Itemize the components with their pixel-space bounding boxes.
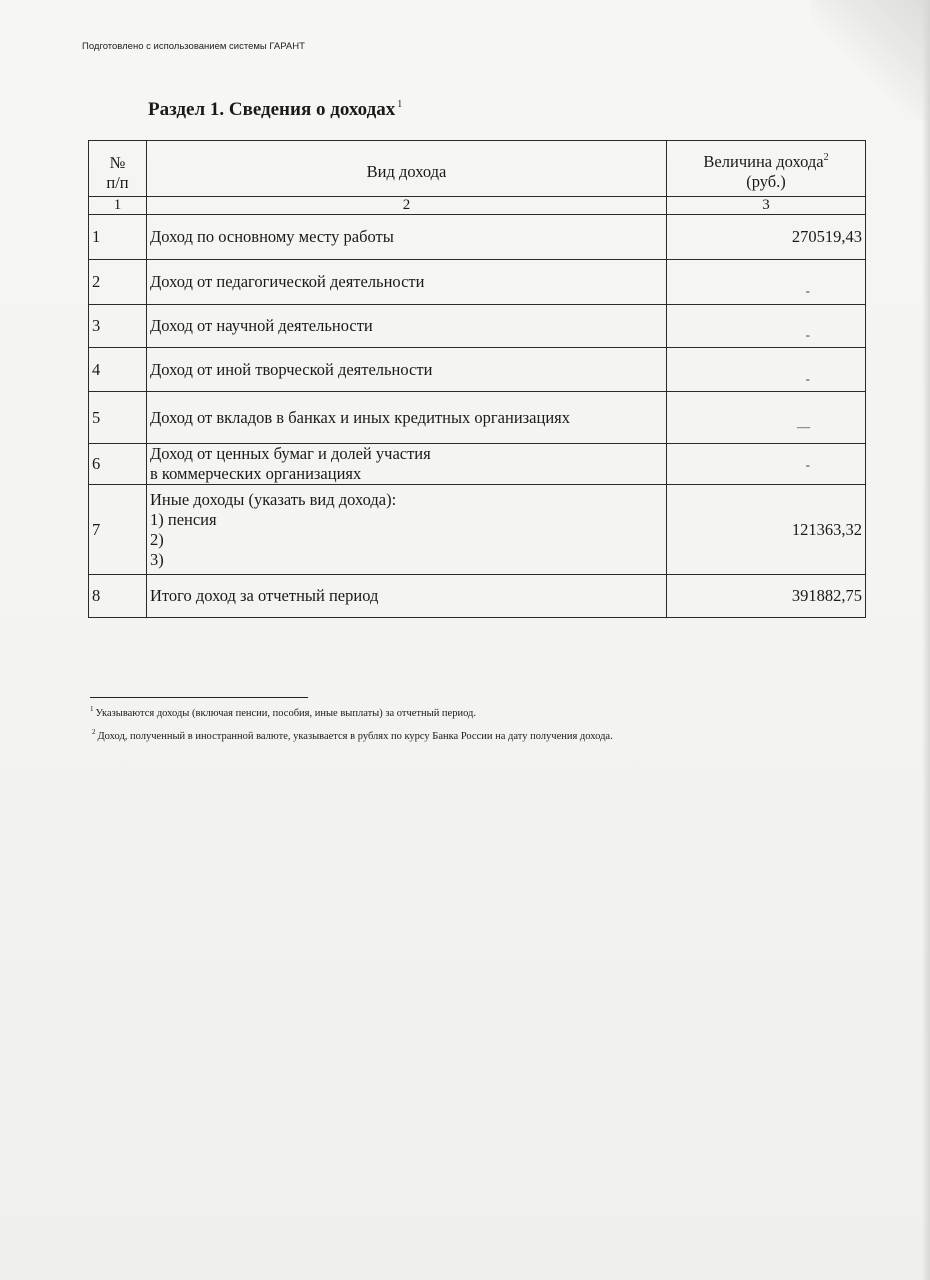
table-row (89, 575, 866, 618)
table-row (89, 305, 866, 348)
footnote-2 (90, 723, 790, 746)
row-number: 4 (89, 348, 147, 392)
row-income-kind-line: 2) (150, 529, 164, 549)
row-income-kind-line: Доход от ценных бумаг и долей участия (150, 444, 431, 463)
row-income-kind (147, 485, 667, 575)
row-number: 6 (89, 444, 147, 485)
row-income-value: - (667, 348, 866, 392)
footnotes (90, 697, 790, 746)
header-number (89, 141, 147, 197)
footnote-1-text: Указываются доходы (включая пенсии, пособия, иные выплаты) за отчетный период. (95, 708, 476, 719)
row-income-value: 270519,43 (667, 215, 866, 260)
row-number: 1 (89, 215, 147, 260)
section-title-text: Раздел 1. Сведения о доходах (148, 99, 396, 120)
header-value-footnote-mark: 2 (823, 151, 829, 163)
column-numbers-row (89, 197, 866, 215)
row-number: 3 (89, 305, 147, 348)
row-income-kind (147, 444, 667, 485)
table-row (89, 392, 866, 444)
row-income-kind-line: 1) пенсия (150, 509, 217, 529)
footnote-2-mark: 2 (92, 728, 96, 736)
table-row (89, 444, 866, 485)
row-income-kind: Доход от вкладов в банках и иных кредитных организациях (147, 392, 667, 444)
row-number: 8 (89, 575, 147, 618)
table-row (89, 348, 866, 392)
row-income-kind-line: в коммерческих организациях (150, 464, 362, 483)
row-income-value: - (667, 305, 866, 348)
table-row (89, 260, 866, 305)
income-table (88, 140, 866, 618)
footnote-2-text: Доход, полученный в иностранной валюте, указывается в рублях по курсу Банка России на дату получения дохода. (97, 731, 613, 742)
header-kind: Вид дохода (147, 141, 667, 197)
column-number-1: 1 (89, 197, 147, 215)
row-income-kind-line: 3) (150, 549, 164, 569)
row-income-kind: Доход от научной деятельности (147, 305, 667, 348)
row-number: 2 (89, 260, 147, 305)
row-income-kind-line: Иные доходы (указать вид дохода): (150, 489, 397, 509)
row-income-kind: Доход от иной творческой деятельности (147, 348, 667, 392)
header-value-label: Величина дохода (703, 151, 824, 171)
table-row (89, 215, 866, 260)
row-income-kind: Доход по основному месту работы (147, 215, 667, 260)
column-number-3: 3 (667, 197, 866, 215)
row-number: 7 (89, 485, 147, 575)
garant-header-note: Подготовлено с использованием системы ГАРАНТ (82, 41, 305, 52)
row-income-value: - (667, 260, 866, 305)
table-header-row (89, 141, 866, 197)
row-income-value: — (667, 392, 866, 444)
footnote-1 (90, 700, 790, 723)
row-number: 5 (89, 392, 147, 444)
footnote-1-mark: 1 (90, 705, 94, 713)
page-corner-fold (810, 0, 930, 120)
row-income-kind: Доход от педагогической деятельности (147, 260, 667, 305)
row-income-kind: Итого доход за отчетный период (147, 575, 667, 618)
row-income-value: - (667, 444, 866, 485)
row-income-value: 121363,32 (667, 485, 866, 575)
table-row (89, 485, 866, 575)
row-income-value: 391882,75 (667, 575, 866, 618)
header-value-unit: (руб.) (746, 171, 786, 191)
header-value (667, 141, 866, 197)
header-number-label: № п/п (106, 152, 129, 192)
column-number-2: 2 (147, 197, 667, 215)
section-title (148, 99, 402, 121)
footnote-divider (90, 697, 308, 698)
page-edge-shadow (922, 0, 930, 1280)
section-title-footnote-mark: 1 (397, 99, 403, 110)
